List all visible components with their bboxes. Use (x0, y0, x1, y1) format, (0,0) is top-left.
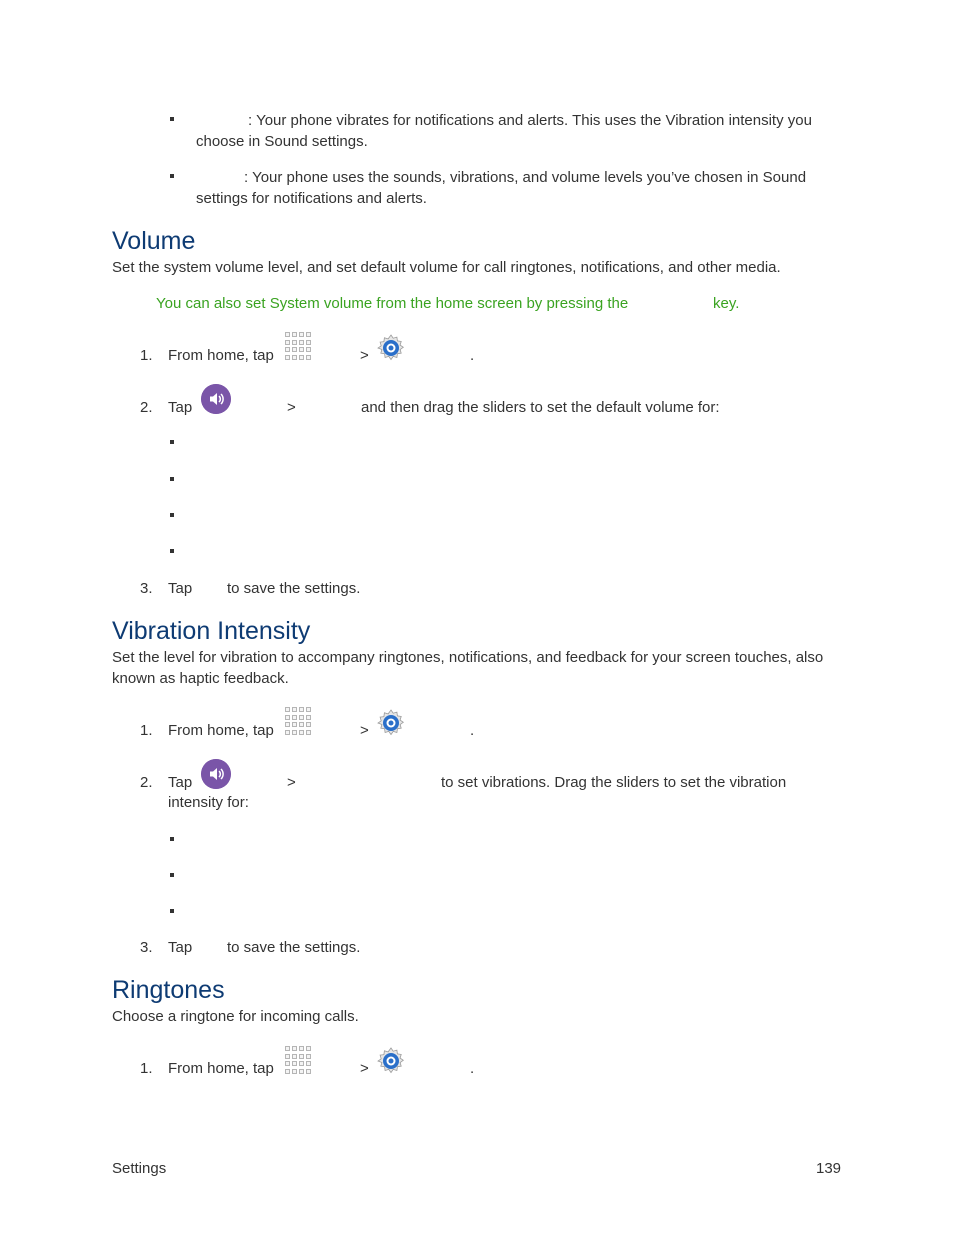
step-text: and then drag the sliders to set the default volume for: (361, 399, 720, 416)
step-separator: > (360, 347, 369, 364)
step-period: . (470, 1060, 475, 1077)
ringtones-heading: Ringtones (112, 976, 225, 1004)
step-text: From home, tap (168, 347, 274, 364)
apps-grid-icon (285, 1046, 313, 1074)
apps-grid-icon (285, 332, 313, 360)
step-text-continued: intensity for: (168, 794, 249, 811)
step-separator: > (287, 399, 296, 416)
bullet-marker (170, 873, 174, 877)
vibrate-mode-description: : Your phone vibrates for notifications and alerts. This uses the Vibration intensity you choose in Sound settings. (196, 112, 812, 150)
bullet-marker (170, 174, 174, 178)
step-separator: > (360, 722, 369, 739)
step-text: to save the settings. (227, 580, 361, 597)
bullet-marker (170, 440, 174, 444)
apps-grid-icon (285, 707, 313, 735)
step-number: 3. (140, 939, 153, 956)
step-tap-text: Tap (168, 399, 193, 416)
sound-mode-description: : Your phone uses the sounds, vibrations, and volume levels you’ve chosen in Sound settings for notifications and alerts. (196, 169, 807, 207)
step-number: 1. (140, 347, 153, 364)
step-text: From home, tap (168, 722, 274, 739)
step-number: 1. (140, 1060, 153, 1077)
step-tap-text: Tap (168, 580, 193, 597)
footer-page-number: 139 (816, 1160, 842, 1177)
volume-heading: Volume (112, 227, 196, 255)
step-tap-text: Tap (168, 939, 193, 956)
step-number: 2. (140, 399, 153, 416)
step-text: to set vibrations. Drag the sliders to set the vibration (441, 774, 787, 791)
sound-speaker-icon (201, 759, 231, 789)
sound-speaker-icon (201, 384, 231, 414)
settings-gear-icon (376, 333, 406, 363)
step-text: From home, tap (168, 1060, 274, 1077)
bullet-marker (170, 117, 174, 121)
volume-note-text: You can also set System volume from the home screen by pressing the (156, 295, 629, 312)
bullet-marker (170, 549, 174, 553)
step-separator: > (287, 774, 296, 791)
vibration-heading: Vibration Intensity (112, 617, 311, 645)
step-text: to save the settings. (227, 939, 361, 956)
step-period: . (470, 722, 475, 739)
step-tap-text: Tap (168, 774, 193, 791)
step-separator: > (360, 1060, 369, 1077)
bullet-marker (170, 477, 174, 481)
step-period: . (470, 347, 475, 364)
footer-section-name: Settings (112, 1160, 167, 1177)
step-number: 2. (140, 774, 153, 791)
settings-gear-icon (376, 1046, 406, 1076)
ringtones-intro: Choose a ringtone for incoming calls. (112, 1008, 359, 1025)
bullet-marker (170, 837, 174, 841)
settings-gear-icon (376, 708, 406, 738)
step-number: 1. (140, 722, 153, 739)
vibration-intro: Set the level for vibration to accompany ringtones, notifications, and feedback for your screen touches, also known as haptic feedback. (112, 649, 824, 687)
step-number: 3. (140, 580, 153, 597)
bullet-marker (170, 513, 174, 517)
volume-note-key-text: key. (713, 295, 740, 312)
bullet-marker (170, 909, 174, 913)
volume-intro: Set the system volume level, and set default volume for call ringtones, notifications, and other media. (112, 259, 781, 276)
